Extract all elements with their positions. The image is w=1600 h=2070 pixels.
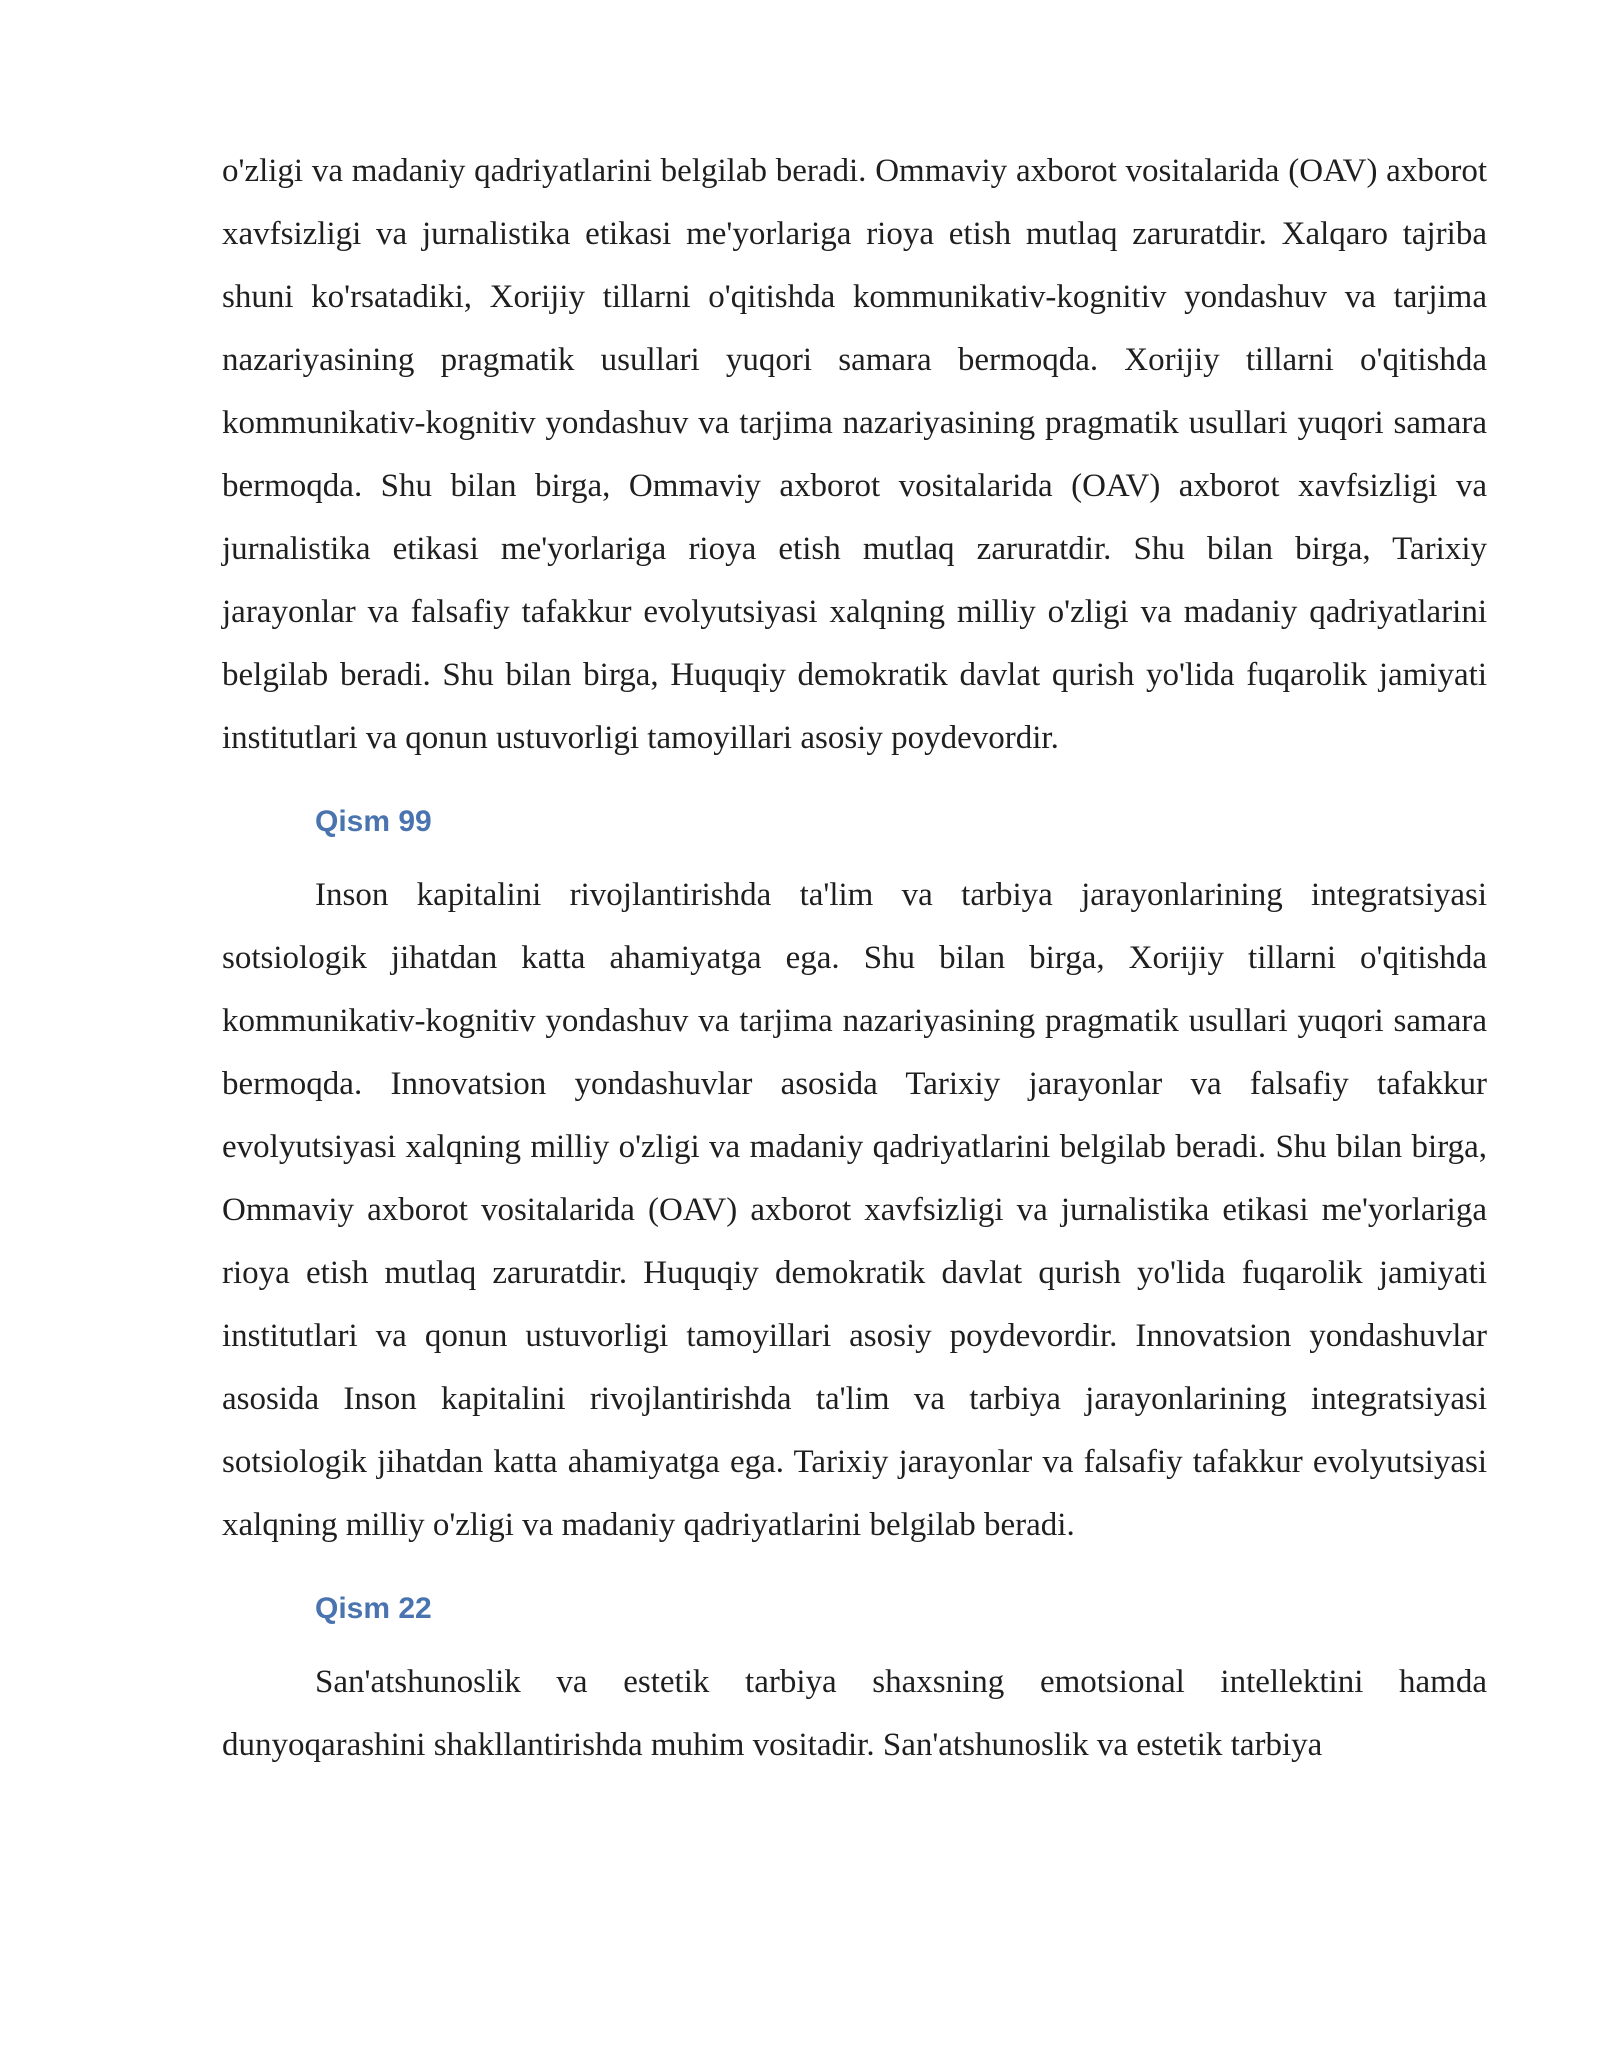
page-content [222,140,1487,1777]
body-paragraph: San'atshunoslik va estetik tarbiya shaxsning emotsional intellektini hamda dunyoqarashini shakllantirishda muhim vositadir. San'atshunoslik va estetik tarbiya [222,1664,1487,1763]
body-paragraph: o'zligi va madaniy qadriyatlarini belgilab beradi. Ommaviy axborot vositalarida (OAV) axborot xavfsizligi va jurnalistika etikasi me'yorlariga rioya etish mutlaq zaruratdir. Xalqaro tajriba shuni ko'rsatadiki, Xorijiy tillarni o'qitishda kommunikativ-kognitiv yondashuv va tarjima nazariyasining pragmatik usullari yuqori samara bermoqda. Xorijiy tillarni o'qitishda kommunikativ-kognitiv yondashuv va tarjima nazariyasining pragmatik usullari yuqori samara bermoqda. Shu bilan birga, Ommaviy axborot vositalarida (OAV) axborot xavfsizligi va jurnalistika etikasi me'yorlariga rioya etish mutlaq zaruratdir. Shu bilan birga, Tarixiy jarayonlar va falsafiy tafakkur evolyutsiyasi xalqning milliy o'zligi va madaniy qadriyatlarini belgilab beradi. Shu bilan birga, Huquqiy demokratik davlat qurish yo'lida fuqarolik jamiyati institutlari va qonun ustuvorligi tamoyillari asosiy poydevordir. [222,153,1487,756]
body-paragraph: Inson kapitalini rivojlantirishda ta'lim va tarbiya jarayonlarining integratsiyasi sotsiologik jihatdan katta ahamiyatga ega. Shu bilan birga, Xorijiy tillarni o'qitishda kommunikativ-kognitiv yondashuv va tarjima nazariyasining pragmatik usullari yuqori samara bermoqda. Innovatsion yondashuvlar asosida Tarixiy jarayonlar va falsafiy tafakkur evolyutsiyasi xalqning milliy o'zligi va madaniy qadriyatlarini belgilab beradi. Shu bilan birga, Ommaviy axborot vositalarida (OAV) axborot xavfsizligi va jurnalistika etikasi me'yorlariga rioya etish mutlaq zaruratdir. Huquqiy demokratik davlat qurish yo'lida fuqarolik jamiyati institutlari va qonun ustuvorligi tamoyillari asosiy poydevordir. Innovatsion yondashuvlar asosida Inson kapitalini rivojlantirishda ta'lim va tarbiya jarayonlarining integratsiyasi sotsiologik jihatdan katta ahamiyatga ega. Tarixiy jarayonlar va falsafiy tafakkur evolyutsiyasi xalqning milliy o'zligi va madaniy qadriyatlarini belgilab beradi. [222,877,1487,1543]
section-heading: Qism 99 [315,805,432,838]
section-heading: Qism 22 [315,1592,432,1625]
